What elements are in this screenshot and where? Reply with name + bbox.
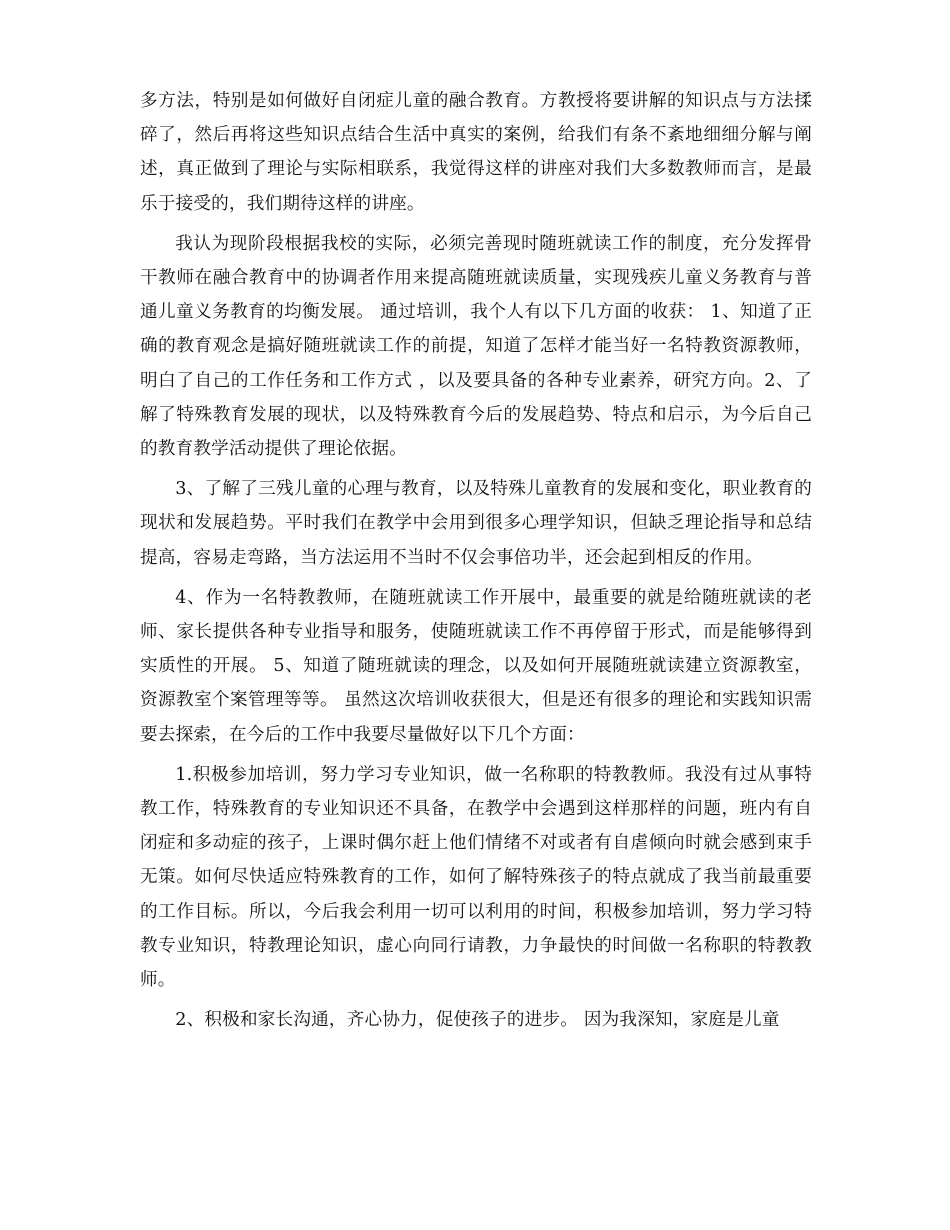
paragraph-1: 多方法，特别是如何做好自闭症儿童的融合教育。方教授将要讲解的知识点与方法揉碎了，然后再将这些知识点结合生活中真实的案例，给我们有条不紊地细细分解与阐述，真正做到了理论与实际相联系，我觉得这样的讲座对我们大多数教师而言，是最乐于接受的，我们期待这样的讲座。: [140, 91, 812, 214]
document-page: [140, 84, 812, 1043]
paragraph-5: 1.积极参加培训，努力学习专业知识，做一名称职的特教教师。我没有过从事特教工作，特殊教育的专业知识还不具备，在教学中会遇到这样那样的问题，班内有自闭症和多动症的孩子，上课时偶尔赶上他们情绪不对或者有自虐倾向时就会感到束手无策。如何尽快适应特殊教育的工作，如何了解特殊孩子的特点就成了我当前最重要的工作目标。所以，今后我会利用一切可以利用的时间，积极参加培训，努力学习特教专业知识，特教理论知识，虚心向同行请教，力争最快的时间做一名称职的特教教师。: [140, 764, 812, 991]
paragraph-4: 4、作为一名特教教师，在随班就读工作开展中，最重要的就是给随班就读的老师、家长提供各种专业指导和服务，使随班就读工作不再停留于形式，而是能够得到实质性的开展。 5、知道了随班就读的理念，以及如何开展随班就读建立资源教室，资源教室个案管理等等。 虽然这次培训收获很大，但是还有很多的理论和实践知识需要去探索，在今后的工作中我要尽量做好以下几个方面：: [140, 587, 812, 745]
paragraph-3: 3、了解了三残儿童的心理与教育，以及特殊儿童教育的发展和变化，职业教育的现状和发展趋势。平时我们在教学中会用到很多心理学知识，但缺乏理论指导和总结提高，容易走弯路，当方法运用不当时不仅会事倍功半，还会起到相反的作用。: [140, 479, 812, 568]
paragraph-2: 我认为现阶段根据我校的实际，必须完善现时随班就读工作的制度，充分发挥骨干教师在融合教育中的协调者作用来提高随班就读质量，实现残疾儿童义务教育与普通儿童义务教育的均衡发展。 通过培训，我个人有以下几方面的收获： 1、知道了正确的教育观念是搞好随班就读工作的前提，知道了怎样才能当好一名特教资源教师，明白了自己的工作任务和工作方式 ，以及要具备的各种专业素养，研究方向。2、了解了特殊教育发展的现状，以及特殊教育今后的发展趋势、特点和启示，为今后自己的教育教学活动提供了理论依据。: [140, 233, 812, 460]
paragraph-6: 2、积极和家长沟通，齐心协力，促使孩子的进步。 因为我深知，家庭是儿童: [175, 1010, 780, 1031]
